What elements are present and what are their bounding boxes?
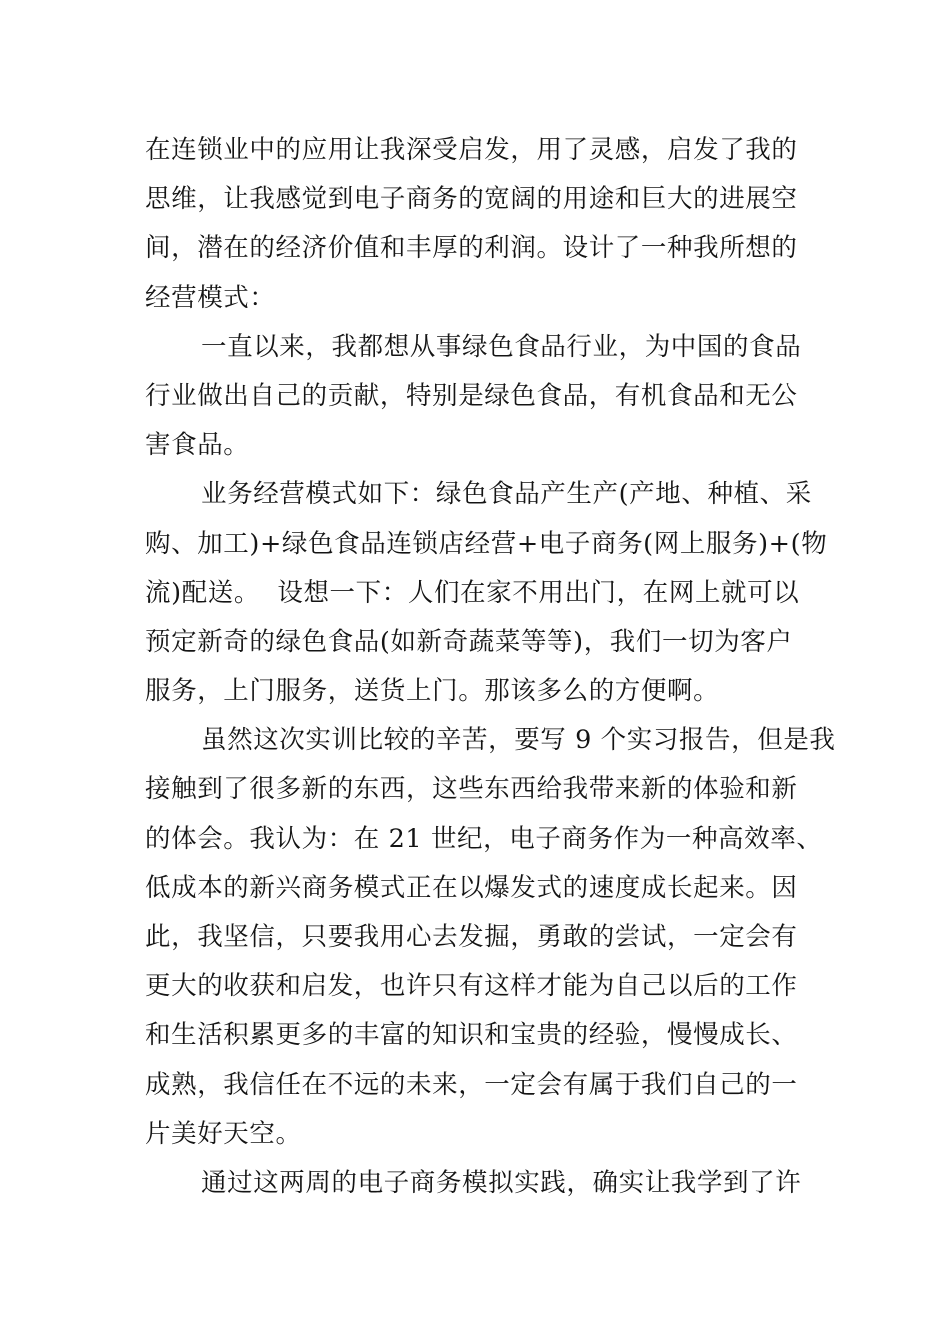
- text-line: 更大的收获和启发，也许只有这样才能为自己以后的工作: [145, 971, 798, 1002]
- text-line: 害食品。: [145, 430, 250, 461]
- text-line: 行业做出自己的贡献，特别是绿色食品，有机食品和无公: [145, 380, 798, 411]
- text-line: 此，我坚信，只要我用心去发掘，勇敢的尝试，一定会有: [145, 922, 798, 952]
- text-line: 低成本的新兴商务模式正在以爆发式的速度成长起来。因: [145, 872, 798, 903]
- text-line: 接触到了很多新的东西，这些东西给我带来新的体验和新: [145, 774, 798, 805]
- text-line: 购、加工)+绿色食品连锁店经营+电子商务(网上服务)+(物: [145, 528, 828, 559]
- body-text: [145, 126, 836, 1208]
- text-line: 成熟，我信任在不远的未来，一定会有属于我们自己的一: [145, 1069, 798, 1100]
- text-line: 在连锁业中的应用让我深受启发，用了灵感，启发了我的: [145, 135, 798, 165]
- text-line: 思维，让我感觉到电子商务的宽阔的用途和巨大的进展空: [145, 184, 798, 215]
- text-line: 间，潜在的经济价值和丰厚的利润。设计了一种我所想的: [145, 233, 798, 264]
- paragraph-first-line: 通过这两周的电子商务模拟实践，确实让我学到了许: [201, 1167, 802, 1198]
- paragraph-first-line: 一直以来，我都想从事绿色食品行业，为中国的食品: [201, 331, 802, 362]
- text-line: 片美好天空。: [145, 1118, 302, 1149]
- text-line: 流)配送。 设想一下：人们在家不用出门，在网上就可以: [145, 577, 800, 608]
- paragraph-first-line: 虽然这次实训比较的辛苦，要写 9 个实习报告，但是我: [201, 725, 836, 756]
- text-line: 经营模式：: [145, 282, 276, 313]
- text-line: 的体会。我认为：在 21 世纪，电子商务作为一种高效率、: [145, 823, 823, 854]
- text-line: 服务，上门服务，送货上门。那该多么的方便啊。: [145, 676, 720, 707]
- text-line: 和生活积累更多的丰富的知识和宝贵的经验，慢慢成长、: [145, 1020, 798, 1051]
- paragraph-first-line: 业务经营模式如下：绿色食品产生产(产地、种植、采: [201, 479, 812, 510]
- text-line: 预定新奇的绿色食品(如新奇蔬菜等等)，我们一切为客户: [145, 626, 793, 657]
